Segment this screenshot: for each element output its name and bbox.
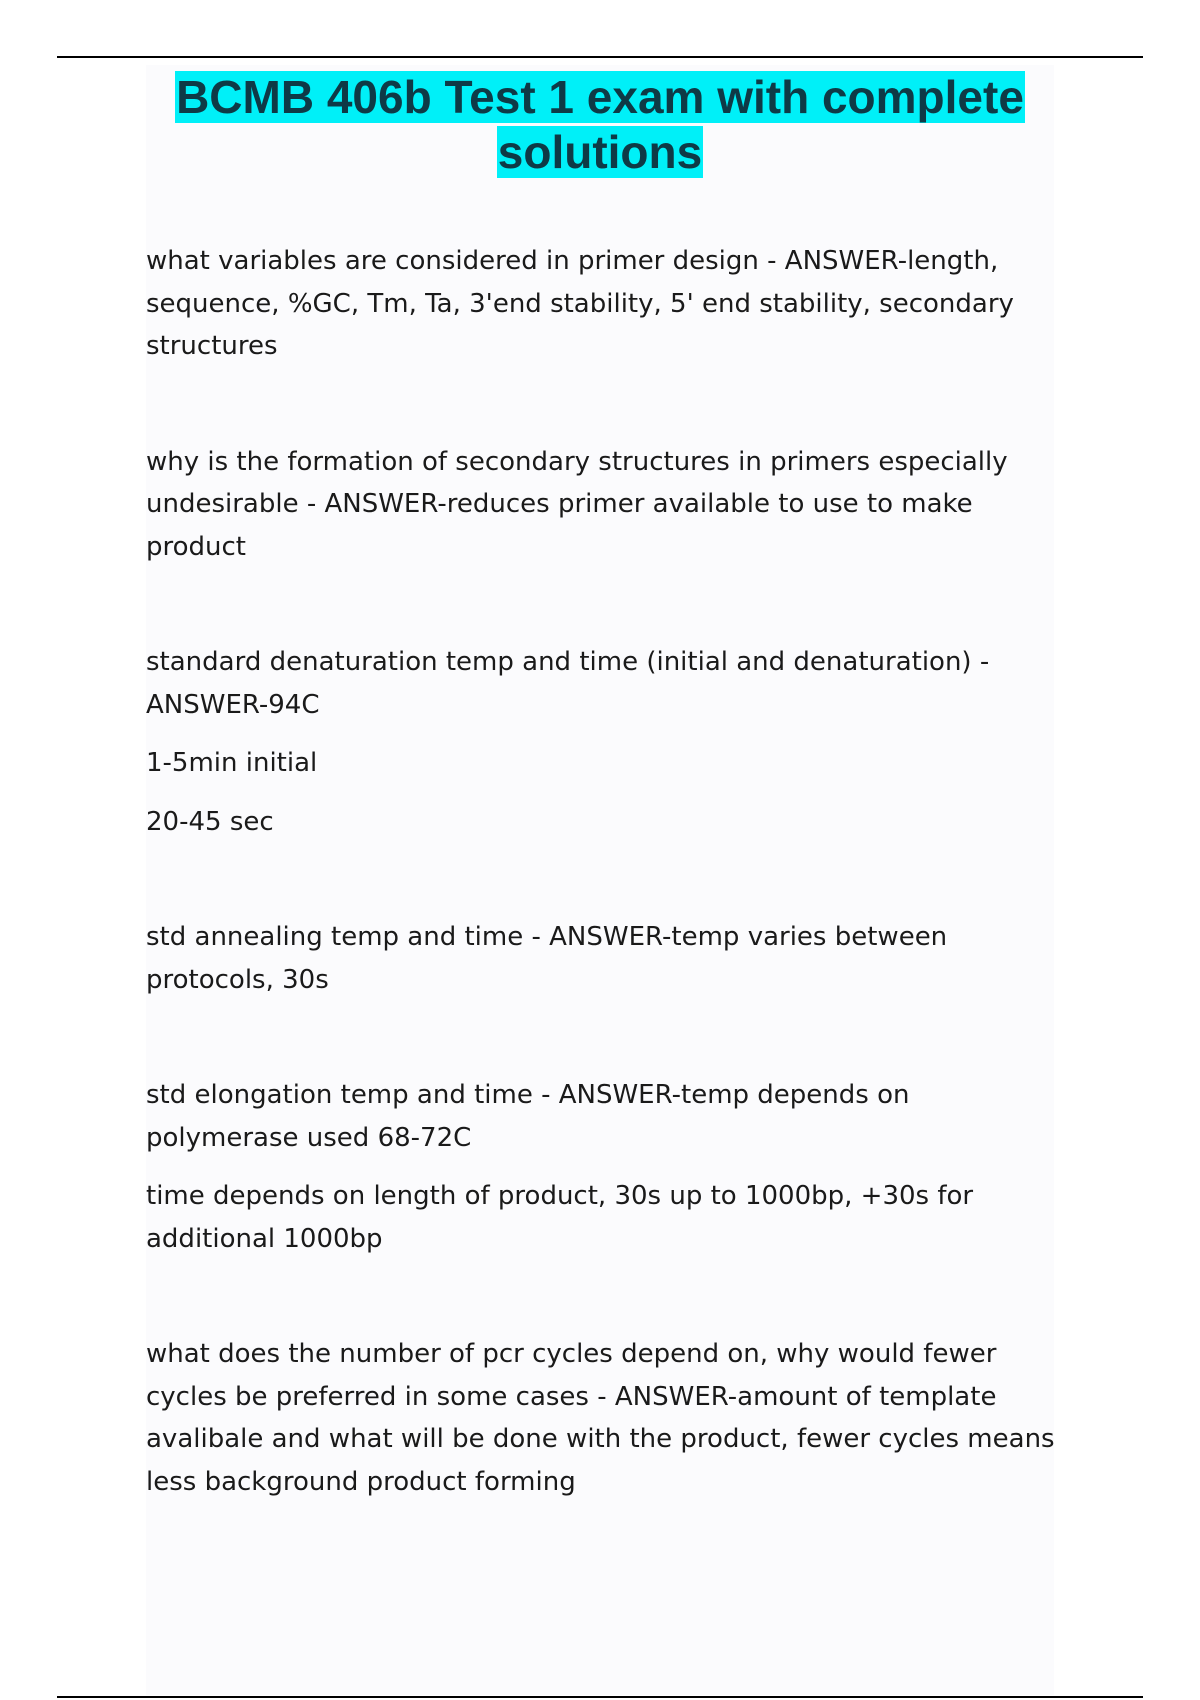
- qa-text-line: cycles be preferred in some cases - ANSWER-amount of template: [146, 1381, 997, 1412]
- qa-item: [146, 441, 1066, 569]
- qa-answer-detail: 1-5min initial: [146, 748, 318, 778]
- title-line-1: BCMB 406b Test 1 exam with complete: [176, 71, 1024, 123]
- bottom-rule: [57, 1696, 1143, 1698]
- qa-item: [146, 1074, 1066, 1260]
- title-line-2: solutions: [497, 126, 703, 178]
- qa-text-line: undesirable - ANSWER-reduces primer available to use to make: [146, 489, 973, 519]
- qa-text-line: standard denaturation temp and time (initial and denaturation) -: [146, 647, 990, 677]
- qa-answer-detail: 20-45 sec: [146, 806, 274, 837]
- qa-text-line: why is the formation of secondary structures in primers especially: [146, 446, 1008, 477]
- qa-text-line: protocols, 30s: [146, 964, 329, 995]
- qa-text-line: ANSWER-94C: [146, 689, 320, 720]
- qa-item: [146, 1333, 1066, 1503]
- qa-text-line: std annealing temp and time - ANSWER-temp varies between: [146, 922, 948, 952]
- qa-text-line: structures: [146, 331, 278, 361]
- qa-answer-detail: time depends on length of product, 30s up to 1000bp, +30s for: [146, 1181, 974, 1211]
- qa-text-line: sequence, %GC, Tm, Ta, 3'end stability, 5' end stability, secondary: [146, 288, 1014, 319]
- qa-answer-detail: additional 1000bp: [146, 1223, 383, 1254]
- qa-text-line: avalibale and what will be done with the product, fewer cycles means: [146, 1424, 1055, 1454]
- qa-item: [146, 240, 1066, 368]
- qa-text-line: std elongation temp and time - ANSWER-temp depends on: [146, 1080, 910, 1110]
- qa-text-line: what variables are considered in primer design - ANSWER-length,: [146, 246, 999, 276]
- qa-text-line: product: [146, 531, 247, 562]
- qa-item: [146, 641, 1066, 843]
- qa-text-line: polymerase used 68-72C: [146, 1122, 472, 1153]
- qa-text-line: what does the number of pcr cycles depend on, why would fewer: [146, 1339, 997, 1369]
- qa-item: [146, 916, 1066, 1001]
- top-rule: [57, 56, 1143, 58]
- qa-list: [146, 240, 1066, 1575]
- document-title: [146, 70, 1054, 180]
- qa-text-line: less background product forming: [146, 1466, 576, 1497]
